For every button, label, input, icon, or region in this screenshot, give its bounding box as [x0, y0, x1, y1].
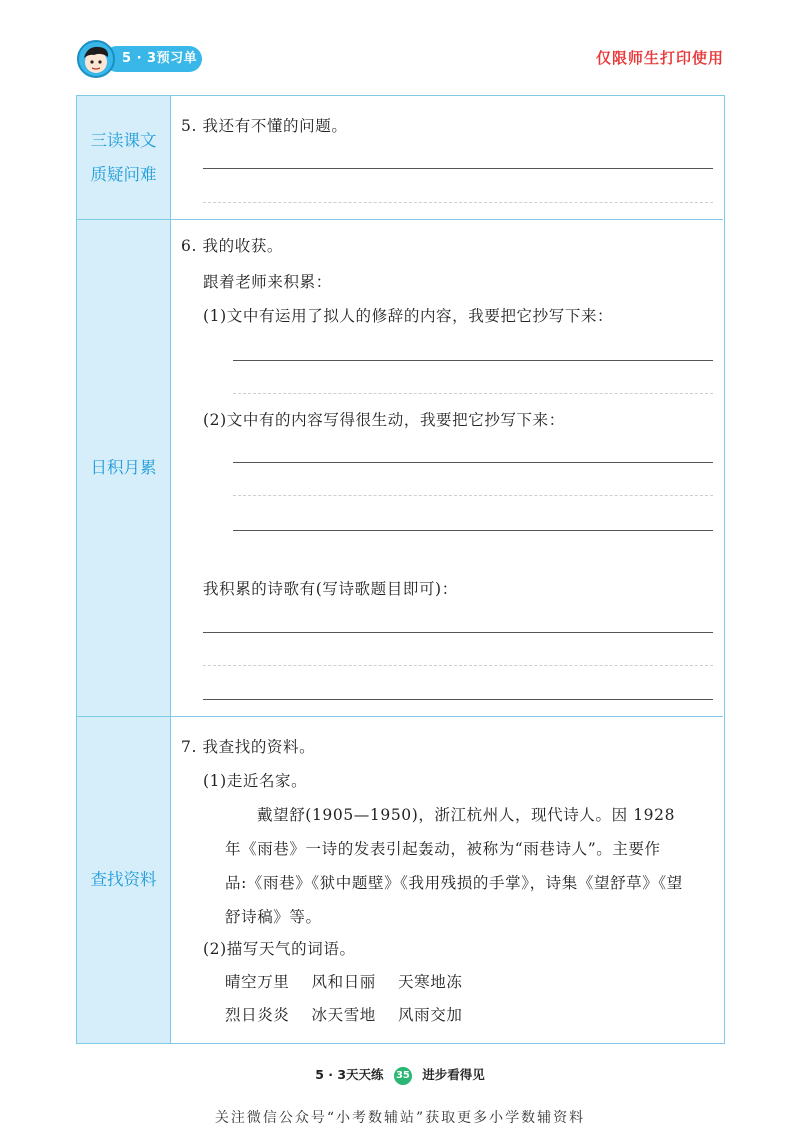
worksheet-table [76, 95, 725, 1044]
series-logo-text: 5 · 3预习单 [122, 51, 198, 66]
section-content-questions [171, 96, 723, 219]
mascot-face-icon [79, 42, 113, 76]
answer-line[interactable] [233, 462, 713, 463]
answer-line[interactable] [233, 530, 713, 531]
section-label-questions [77, 96, 171, 219]
bio-line: 年《雨巷》一诗的发表引起轰动，被称为“雨巷诗人”。主要作 [225, 840, 661, 858]
answer-line-guide [233, 393, 713, 394]
accumulate-intro: 跟着老师来积累： [203, 273, 332, 291]
question-5: 5. 我还有不懂的问题。 [181, 117, 348, 135]
sub-question-weather: (2)描写天气的词语。 [203, 940, 356, 958]
answer-line[interactable] [203, 168, 713, 169]
answer-line[interactable] [203, 632, 713, 633]
mascot-icon [77, 40, 115, 78]
page-footer [0, 1065, 800, 1085]
section-label-accumulate [77, 220, 171, 716]
print-notice: 仅限师生打印使用 [595, 49, 724, 67]
answer-line-guide [233, 495, 713, 496]
section-label-line: 质疑问难 [90, 164, 157, 184]
section-content-research [171, 717, 723, 1043]
sub-question-1: (1)文中有运用了拟人的修辞的内容，我要把它抄写下来： [203, 307, 614, 325]
page-header [0, 0, 800, 90]
section-accumulate [77, 220, 723, 717]
poems-prompt: 我积累的诗歌有(写诗歌题目即可)： [203, 580, 458, 598]
footer-slogan: 进步看得见 [422, 1067, 485, 1082]
section-content-accumulate [171, 220, 723, 716]
series-logo-pill [104, 46, 202, 72]
page-number-badge: 35 [394, 1067, 412, 1085]
section-research [77, 717, 723, 1043]
answer-line[interactable] [233, 360, 713, 361]
answer-line-guide [203, 665, 713, 666]
bio-line: 戴望舒(1905—1950)，浙江杭州人，现代诗人。因 1928 [257, 806, 676, 824]
section-label-line: 日积月累 [90, 458, 157, 477]
section-label-line: 查找资料 [90, 870, 157, 889]
section-questions [77, 96, 723, 220]
wechat-note: 关注微信公众号“小考数辅站”获取更多小学数辅资料 [214, 1110, 586, 1126]
bio-line: 品:《雨巷》《狱中题壁》《我用残损的手掌》，诗集《望舒草》《望 [225, 874, 683, 892]
weather-words-row: 烈日炎炎 冰天雪地 风雨交加 [225, 1006, 463, 1024]
sub-question-2: (2)文中有的内容写得很生动，我要把它抄写下来： [203, 411, 565, 429]
bio-line: 舒诗稿》等。 [225, 908, 322, 926]
answer-line[interactable] [203, 699, 713, 700]
answer-line-guide [203, 202, 713, 203]
footer-series: 5 · 3天天练 [315, 1067, 384, 1082]
section-label-line: 三读课文 [90, 130, 157, 150]
weather-words-row: 晴空万里 风和日丽 天寒地冻 [225, 973, 463, 991]
question-7: 7. 我查找的资料。 [181, 738, 316, 756]
question-6: 6. 我的收获。 [181, 237, 284, 255]
sub-question-famous: (1)走近名家。 [203, 772, 308, 790]
section-label-research [77, 717, 171, 1043]
